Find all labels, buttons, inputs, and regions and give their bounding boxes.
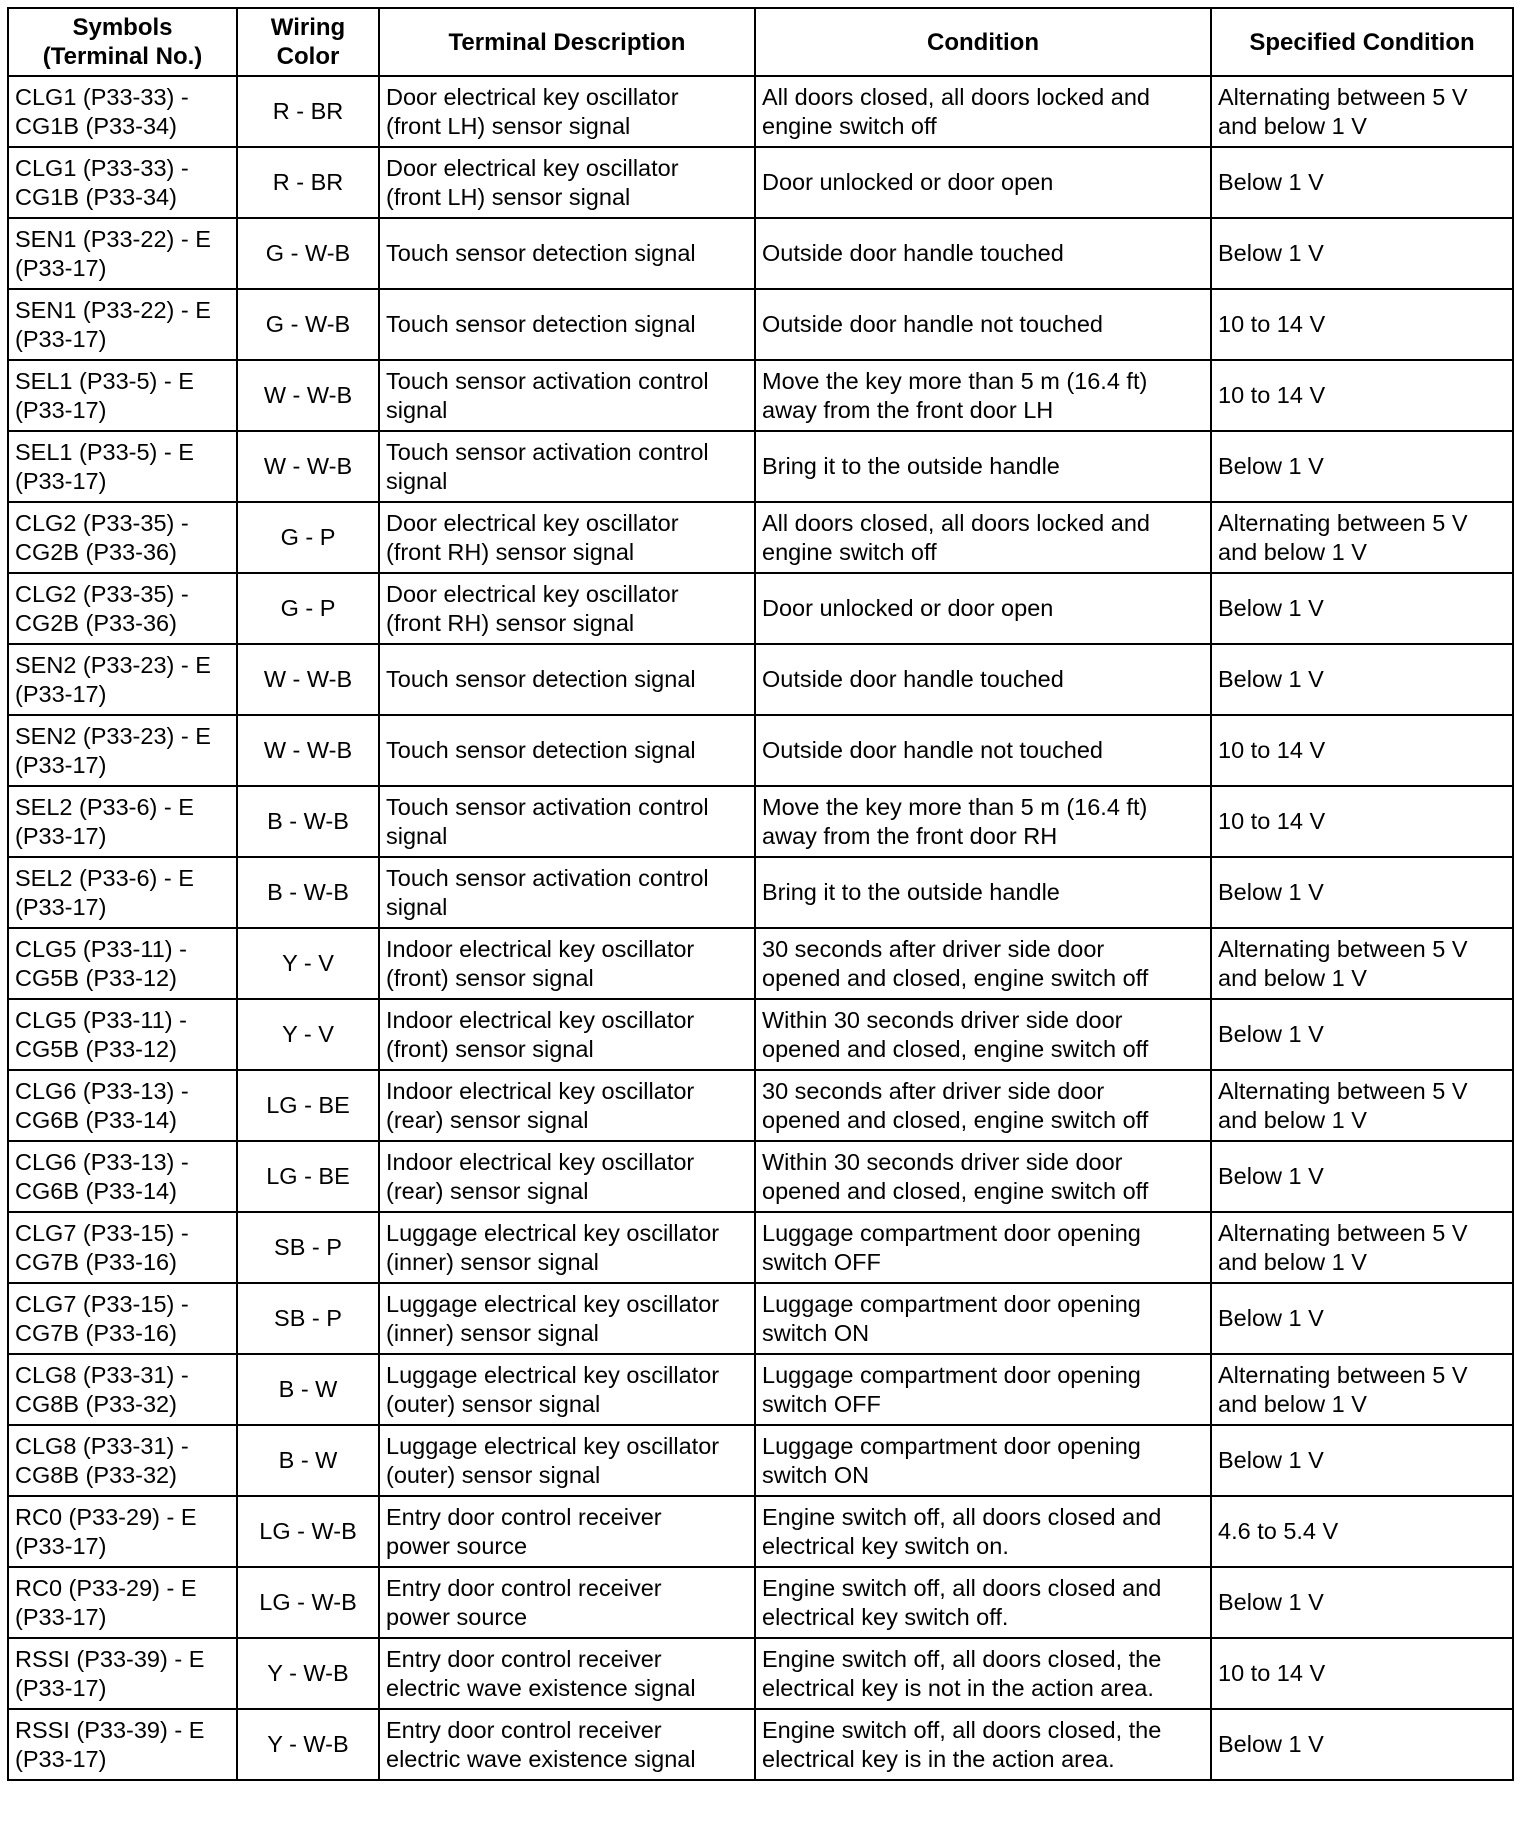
cell-wiring-color: B - W-B xyxy=(237,857,379,928)
cell-terminal-description: Indoor electrical key oscillator (rear) sensor signal xyxy=(379,1070,755,1141)
cell-condition: Bring it to the outside handle xyxy=(755,431,1211,502)
terminal-table xyxy=(7,7,1514,1781)
table-row xyxy=(8,502,1513,573)
cell-specified-condition: Below 1 V xyxy=(1211,1283,1513,1354)
cell-condition: Bring it to the outside handle xyxy=(755,857,1211,928)
cell-wiring-color: SB - P xyxy=(237,1212,379,1283)
table-row xyxy=(8,289,1513,360)
table-row xyxy=(8,1638,1513,1709)
cell-terminal-description: Entry door control receiver electric wave existence signal xyxy=(379,1709,755,1780)
cell-specified-condition: Alternating between 5 V and below 1 V xyxy=(1211,76,1513,147)
cell-condition: Luggage compartment door opening switch OFF xyxy=(755,1354,1211,1425)
cell-terminal-description: Entry door control receiver power source xyxy=(379,1496,755,1567)
cell-terminal-description: Luggage electrical key oscillator (outer) sensor signal xyxy=(379,1354,755,1425)
cell-wiring-color: Y - V xyxy=(237,999,379,1070)
table-row xyxy=(8,928,1513,999)
cell-specified-condition: Below 1 V xyxy=(1211,1709,1513,1780)
cell-symbols: CLG1 (P33-33) - CG1B (P33-34) xyxy=(8,76,237,147)
table-row xyxy=(8,644,1513,715)
cell-symbols: RC0 (P33-29) - E (P33-17) xyxy=(8,1496,237,1567)
cell-wiring-color: Y - W-B xyxy=(237,1638,379,1709)
cell-specified-condition: Alternating between 5 V and below 1 V xyxy=(1211,502,1513,573)
cell-symbols: RSSI (P33-39) - E (P33-17) xyxy=(8,1638,237,1709)
cell-terminal-description: Indoor electrical key oscillator (rear) sensor signal xyxy=(379,1141,755,1212)
table-row xyxy=(8,1567,1513,1638)
terminal-table-container xyxy=(7,7,1514,1781)
table-row xyxy=(8,76,1513,147)
cell-condition: Move the key more than 5 m (16.4 ft) away from the front door LH xyxy=(755,360,1211,431)
cell-wiring-color: G - P xyxy=(237,573,379,644)
table-row xyxy=(8,147,1513,218)
table-header xyxy=(8,8,1513,76)
cell-condition: Luggage compartment door opening switch ON xyxy=(755,1425,1211,1496)
cell-terminal-description: Touch sensor activation control signal xyxy=(379,857,755,928)
cell-terminal-description: Luggage electrical key oscillator (inner) sensor signal xyxy=(379,1283,755,1354)
cell-symbols: SEN1 (P33-22) - E (P33-17) xyxy=(8,218,237,289)
cell-wiring-color: G - W-B xyxy=(237,289,379,360)
cell-condition: All doors closed, all doors locked and engine switch off xyxy=(755,502,1211,573)
header-condition: Condition xyxy=(755,8,1211,76)
table-row xyxy=(8,857,1513,928)
cell-wiring-color: B - W xyxy=(237,1354,379,1425)
cell-specified-condition: Below 1 V xyxy=(1211,218,1513,289)
cell-specified-condition: 10 to 14 V xyxy=(1211,786,1513,857)
cell-terminal-description: Door electrical key oscillator (front RH) sensor signal xyxy=(379,502,755,573)
cell-specified-condition: Below 1 V xyxy=(1211,1425,1513,1496)
cell-condition: Luggage compartment door opening switch ON xyxy=(755,1283,1211,1354)
cell-specified-condition: Below 1 V xyxy=(1211,573,1513,644)
cell-wiring-color: SB - P xyxy=(237,1283,379,1354)
header-specified-condition: Specified Condition xyxy=(1211,8,1513,76)
cell-terminal-description: Indoor electrical key oscillator (front) sensor signal xyxy=(379,999,755,1070)
cell-wiring-color: R - BR xyxy=(237,147,379,218)
cell-wiring-color: W - W-B xyxy=(237,715,379,786)
cell-wiring-color: Y - V xyxy=(237,928,379,999)
cell-wiring-color: G - W-B xyxy=(237,218,379,289)
cell-terminal-description: Door electrical key oscillator (front LH) sensor signal xyxy=(379,76,755,147)
header-terminal-description: Terminal Description xyxy=(379,8,755,76)
cell-symbols: CLG7 (P33-15) - CG7B (P33-16) xyxy=(8,1212,237,1283)
cell-condition: Door unlocked or door open xyxy=(755,147,1211,218)
cell-symbols: CLG5 (P33-11) - CG5B (P33-12) xyxy=(8,928,237,999)
cell-specified-condition: Alternating between 5 V and below 1 V xyxy=(1211,1354,1513,1425)
cell-wiring-color: W - W-B xyxy=(237,644,379,715)
cell-specified-condition: 10 to 14 V xyxy=(1211,715,1513,786)
cell-condition: Engine switch off, all doors closed, the electrical key is not in the action area. xyxy=(755,1638,1211,1709)
cell-terminal-description: Touch sensor detection signal xyxy=(379,289,755,360)
cell-specified-condition: Below 1 V xyxy=(1211,1567,1513,1638)
cell-specified-condition: Below 1 V xyxy=(1211,1141,1513,1212)
cell-condition: Outside door handle touched xyxy=(755,218,1211,289)
cell-wiring-color: B - W xyxy=(237,1425,379,1496)
cell-wiring-color: LG - W-B xyxy=(237,1567,379,1638)
cell-terminal-description: Touch sensor detection signal xyxy=(379,218,755,289)
table-row xyxy=(8,360,1513,431)
cell-wiring-color: LG - W-B xyxy=(237,1496,379,1567)
cell-condition: 30 seconds after driver side door opened and closed, engine switch off xyxy=(755,928,1211,999)
cell-symbols: CLG8 (P33-31) - CG8B (P33-32) xyxy=(8,1354,237,1425)
table-row xyxy=(8,1425,1513,1496)
cell-symbols: RC0 (P33-29) - E (P33-17) xyxy=(8,1567,237,1638)
cell-specified-condition: 4.6 to 5.4 V xyxy=(1211,1496,1513,1567)
cell-terminal-description: Touch sensor activation control signal xyxy=(379,360,755,431)
cell-symbols: SEN1 (P33-22) - E (P33-17) xyxy=(8,289,237,360)
cell-symbols: SEL1 (P33-5) - E (P33-17) xyxy=(8,360,237,431)
cell-symbols: CLG7 (P33-15) - CG7B (P33-16) xyxy=(8,1283,237,1354)
cell-terminal-description: Door electrical key oscillator (front RH) sensor signal xyxy=(379,573,755,644)
cell-condition: Outside door handle not touched xyxy=(755,715,1211,786)
cell-specified-condition: Below 1 V xyxy=(1211,147,1513,218)
cell-wiring-color: LG - BE xyxy=(237,1070,379,1141)
cell-wiring-color: Y - W-B xyxy=(237,1709,379,1780)
table-row xyxy=(8,999,1513,1070)
table-row xyxy=(8,1709,1513,1780)
header-wiring-color: Wiring Color xyxy=(237,8,379,76)
table-row xyxy=(8,1496,1513,1567)
cell-specified-condition: Below 1 V xyxy=(1211,644,1513,715)
table-row xyxy=(8,786,1513,857)
cell-condition: Engine switch off, all doors closed, the electrical key is in the action area. xyxy=(755,1709,1211,1780)
cell-condition: Outside door handle touched xyxy=(755,644,1211,715)
cell-symbols: CLG6 (P33-13) - CG6B (P33-14) xyxy=(8,1141,237,1212)
cell-terminal-description: Door electrical key oscillator (front LH) sensor signal xyxy=(379,147,755,218)
table-row xyxy=(8,431,1513,502)
cell-terminal-description: Touch sensor activation control signal xyxy=(379,431,755,502)
table-row xyxy=(8,1141,1513,1212)
table-row xyxy=(8,218,1513,289)
cell-specified-condition: 10 to 14 V xyxy=(1211,1638,1513,1709)
cell-symbols: SEL2 (P33-6) - E (P33-17) xyxy=(8,857,237,928)
cell-wiring-color: B - W-B xyxy=(237,786,379,857)
cell-specified-condition: 10 to 14 V xyxy=(1211,360,1513,431)
cell-specified-condition: Alternating between 5 V and below 1 V xyxy=(1211,1070,1513,1141)
table-row xyxy=(8,1354,1513,1425)
cell-wiring-color: G - P xyxy=(237,502,379,573)
cell-terminal-description: Entry door control receiver electric wave existence signal xyxy=(379,1638,755,1709)
cell-condition: Door unlocked or door open xyxy=(755,573,1211,644)
cell-condition: All doors closed, all doors locked and engine switch off xyxy=(755,76,1211,147)
cell-symbols: SEL2 (P33-6) - E (P33-17) xyxy=(8,786,237,857)
cell-condition: Outside door handle not touched xyxy=(755,289,1211,360)
cell-symbols: SEN2 (P33-23) - E (P33-17) xyxy=(8,715,237,786)
cell-terminal-description: Touch sensor detection signal xyxy=(379,644,755,715)
cell-wiring-color: LG - BE xyxy=(237,1141,379,1212)
cell-wiring-color: W - W-B xyxy=(237,360,379,431)
cell-terminal-description: Indoor electrical key oscillator (front) sensor signal xyxy=(379,928,755,999)
header-row xyxy=(8,8,1513,76)
cell-symbols: CLG5 (P33-11) - CG5B (P33-12) xyxy=(8,999,237,1070)
cell-condition: 30 seconds after driver side door opened and closed, engine switch off xyxy=(755,1070,1211,1141)
cell-specified-condition: Below 1 V xyxy=(1211,857,1513,928)
table-row xyxy=(8,1283,1513,1354)
cell-condition: Engine switch off, all doors closed and electrical key switch on. xyxy=(755,1496,1211,1567)
cell-terminal-description: Touch sensor activation control signal xyxy=(379,786,755,857)
cell-condition: Within 30 seconds driver side door opened and closed, engine switch off xyxy=(755,1141,1211,1212)
cell-symbols: CLG2 (P33-35) - CG2B (P33-36) xyxy=(8,502,237,573)
cell-specified-condition: 10 to 14 V xyxy=(1211,289,1513,360)
cell-symbols: CLG8 (P33-31) - CG8B (P33-32) xyxy=(8,1425,237,1496)
cell-terminal-description: Luggage electrical key oscillator (outer) sensor signal xyxy=(379,1425,755,1496)
cell-wiring-color: R - BR xyxy=(237,76,379,147)
cell-symbols: CLG2 (P33-35) - CG2B (P33-36) xyxy=(8,573,237,644)
cell-specified-condition: Below 1 V xyxy=(1211,431,1513,502)
cell-symbols: CLG6 (P33-13) - CG6B (P33-14) xyxy=(8,1070,237,1141)
header-symbols: Symbols (Terminal No.) xyxy=(8,8,237,76)
cell-terminal-description: Luggage electrical key oscillator (inner) sensor signal xyxy=(379,1212,755,1283)
cell-symbols: SEL1 (P33-5) - E (P33-17) xyxy=(8,431,237,502)
cell-symbols: RSSI (P33-39) - E (P33-17) xyxy=(8,1709,237,1780)
cell-condition: Engine switch off, all doors closed and electrical key switch off. xyxy=(755,1567,1211,1638)
cell-wiring-color: W - W-B xyxy=(237,431,379,502)
cell-condition: Within 30 seconds driver side door opened and closed, engine switch off xyxy=(755,999,1211,1070)
table-row xyxy=(8,1070,1513,1141)
table-body xyxy=(8,76,1513,1780)
table-row xyxy=(8,715,1513,786)
cell-symbols: SEN2 (P33-23) - E (P33-17) xyxy=(8,644,237,715)
cell-specified-condition: Alternating between 5 V and below 1 V xyxy=(1211,1212,1513,1283)
cell-symbols: CLG1 (P33-33) - CG1B (P33-34) xyxy=(8,147,237,218)
cell-specified-condition: Alternating between 5 V and below 1 V xyxy=(1211,928,1513,999)
cell-terminal-description: Entry door control receiver power source xyxy=(379,1567,755,1638)
table-row xyxy=(8,573,1513,644)
cell-condition: Move the key more than 5 m (16.4 ft) away from the front door RH xyxy=(755,786,1211,857)
cell-terminal-description: Touch sensor detection signal xyxy=(379,715,755,786)
cell-specified-condition: Below 1 V xyxy=(1211,999,1513,1070)
cell-condition: Luggage compartment door opening switch OFF xyxy=(755,1212,1211,1283)
table-row xyxy=(8,1212,1513,1283)
